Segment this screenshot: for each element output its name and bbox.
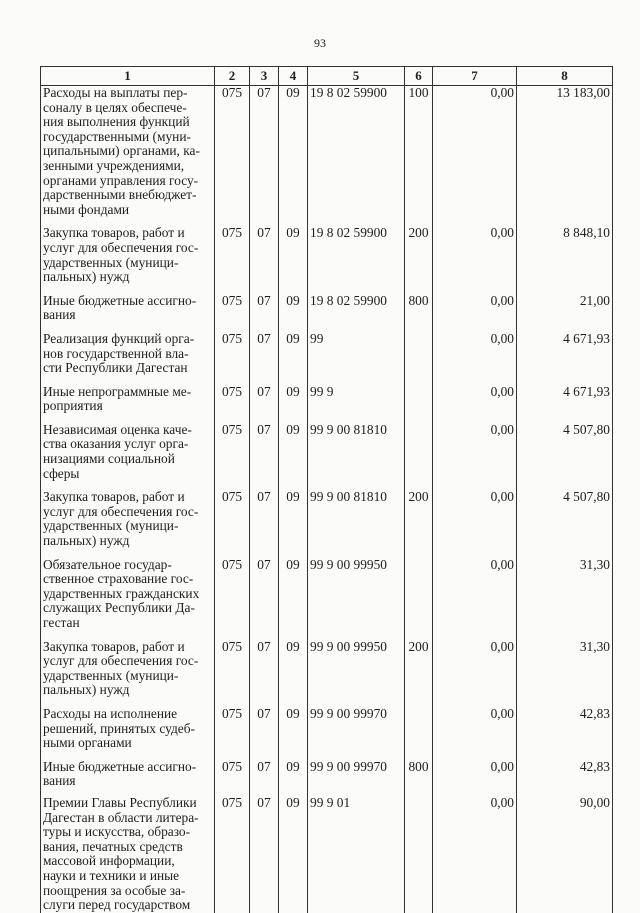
subsection-cell: 09	[279, 796, 308, 913]
admin-code-cell: 075	[215, 640, 250, 707]
row-name-cell: Обязательное государ- ственное страхование гос- ударственных гражданских служащих Республики Да- гестан	[41, 558, 215, 640]
admin-code-cell: 075	[215, 385, 250, 423]
amount-col7-cell: 0,00	[433, 86, 517, 227]
admin-code-cell: 075	[215, 226, 250, 293]
target-article-cell: 99	[308, 332, 405, 385]
amount-col7-cell: 0,00	[433, 423, 517, 490]
amount-col8-cell: 13 183,00	[517, 86, 613, 227]
amount-col8-cell: 4 671,93	[517, 385, 613, 423]
subsection-cell: 09	[279, 707, 308, 760]
target-article-cell: 99 9 00 99970	[308, 707, 405, 760]
expense-type-cell	[405, 796, 433, 913]
section-cell: 07	[250, 558, 279, 640]
amount-col7-cell: 0,00	[433, 385, 517, 423]
subsection-cell: 09	[279, 226, 308, 293]
table-row	[41, 707, 613, 760]
amount-col7-cell: 0,00	[433, 640, 517, 707]
row-name-cell: Реализация функций орга- нов государственной вла- сти Республики Дагестан	[41, 332, 215, 385]
table-row	[41, 226, 613, 293]
amount-col8-cell: 4 507,80	[517, 490, 613, 557]
table-row	[41, 86, 613, 227]
subsection-cell: 09	[279, 86, 308, 227]
row-name-cell: Иные бюджетные ассигно- вания	[41, 294, 215, 332]
subsection-cell: 09	[279, 490, 308, 557]
admin-code-cell: 075	[215, 760, 250, 796]
target-article-cell: 19 8 02 59900	[308, 294, 405, 332]
header-cell: 2	[215, 67, 250, 86]
amount-col8-cell: 8 848,10	[517, 226, 613, 293]
table-row	[41, 558, 613, 640]
subsection-cell: 09	[279, 423, 308, 490]
budget-table	[40, 66, 613, 913]
row-name-cell: Закупка товаров, работ и услуг для обеспечения гос- ударственных (муници- пальных) нужд	[41, 640, 215, 707]
subsection-cell: 09	[279, 760, 308, 796]
admin-code-cell: 075	[215, 86, 250, 227]
target-article-cell: 99 9 00 81810	[308, 423, 405, 490]
row-name-cell: Премии Главы Республики Дагестан в области литера- туры и искусства, образо- вания, печатных средств массовой информации, науки и техники и иные поощрения за особые за- слуги перед государством	[41, 796, 215, 913]
expense-type-cell	[405, 707, 433, 760]
admin-code-cell: 075	[215, 796, 250, 913]
table-row	[41, 294, 613, 332]
target-article-cell: 19 8 02 59900	[308, 226, 405, 293]
header-cell: 3	[250, 67, 279, 86]
amount-col7-cell: 0,00	[433, 707, 517, 760]
amount-col7-cell: 0,00	[433, 226, 517, 293]
section-cell: 07	[250, 86, 279, 227]
section-cell: 07	[250, 640, 279, 707]
subsection-cell: 09	[279, 332, 308, 385]
row-name-cell: Иные бюджетные ассигно- вания	[41, 760, 215, 796]
expense-type-cell: 800	[405, 294, 433, 332]
admin-code-cell: 075	[215, 332, 250, 385]
amount-col8-cell: 42,83	[517, 760, 613, 796]
subsection-cell: 09	[279, 385, 308, 423]
header-cell: 8	[517, 67, 613, 86]
row-name-cell: Иные непрограммные ме- роприятия	[41, 385, 215, 423]
header-cell: 6	[405, 67, 433, 86]
section-cell: 07	[250, 796, 279, 913]
amount-col8-cell: 31,30	[517, 558, 613, 640]
expense-type-cell	[405, 385, 433, 423]
amount-col7-cell: 0,00	[433, 796, 517, 913]
amount-col8-cell: 4 507,80	[517, 423, 613, 490]
table-row	[41, 332, 613, 385]
page-number: 93	[314, 36, 326, 50]
section-cell: 07	[250, 385, 279, 423]
table-row	[41, 796, 613, 913]
target-article-cell: 99 9 01	[308, 796, 405, 913]
target-article-cell: 99 9 00 99970	[308, 760, 405, 796]
section-cell: 07	[250, 707, 279, 760]
admin-code-cell: 075	[215, 558, 250, 640]
row-name-cell: Закупка товаров, работ и услуг для обеспечения гос- ударственных (муници- пальных) нужд	[41, 226, 215, 293]
table-row	[41, 760, 613, 796]
target-article-cell: 99 9 00 99950	[308, 640, 405, 707]
table-header-row	[41, 67, 613, 86]
amount-col7-cell: 0,00	[433, 558, 517, 640]
amount-col8-cell: 4 671,93	[517, 332, 613, 385]
section-cell: 07	[250, 760, 279, 796]
expense-type-cell	[405, 332, 433, 385]
row-name-cell: Расходы на исполнение решений, принятых судеб- ными органами	[41, 707, 215, 760]
subsection-cell: 09	[279, 640, 308, 707]
expense-type-cell: 200	[405, 226, 433, 293]
section-cell: 07	[250, 490, 279, 557]
row-name-cell: Независимая оценка каче- ства оказания услуг орга- низациями социальной сферы	[41, 423, 215, 490]
table-row	[41, 423, 613, 490]
expense-type-cell: 200	[405, 640, 433, 707]
amount-col7-cell: 0,00	[433, 332, 517, 385]
row-name-cell: Расходы на выплаты пер- соналу в целях обеспече- ния выполнения функций государственными (муни- ципальными) органами, ка- зенными учреждениями, органами управления госу- дарственными внебюджет- ными фондами	[41, 86, 215, 227]
table-row	[41, 640, 613, 707]
target-article-cell: 99 9 00 99950	[308, 558, 405, 640]
subsection-cell: 09	[279, 558, 308, 640]
amount-col7-cell: 0,00	[433, 760, 517, 796]
admin-code-cell: 075	[215, 490, 250, 557]
header-cell: 5	[308, 67, 405, 86]
section-cell: 07	[250, 332, 279, 385]
section-cell: 07	[250, 294, 279, 332]
amount-col8-cell: 21,00	[517, 294, 613, 332]
expense-type-cell	[405, 423, 433, 490]
header-cell: 4	[279, 67, 308, 86]
target-article-cell: 19 8 02 59900	[308, 86, 405, 227]
section-cell: 07	[250, 226, 279, 293]
expense-type-cell: 200	[405, 490, 433, 557]
section-cell: 07	[250, 423, 279, 490]
expense-type-cell: 800	[405, 760, 433, 796]
header-cell: 7	[433, 67, 517, 86]
admin-code-cell: 075	[215, 294, 250, 332]
admin-code-cell: 075	[215, 423, 250, 490]
amount-col8-cell: 31,30	[517, 640, 613, 707]
target-article-cell: 99 9	[308, 385, 405, 423]
subsection-cell: 09	[279, 294, 308, 332]
amount-col8-cell: 90,00	[517, 796, 613, 913]
expense-type-cell	[405, 558, 433, 640]
table-row	[41, 490, 613, 557]
header-cell: 1	[41, 67, 215, 86]
table-row	[41, 385, 613, 423]
expense-type-cell: 100	[405, 86, 433, 227]
amount-col7-cell: 0,00	[433, 490, 517, 557]
amount-col7-cell: 0,00	[433, 294, 517, 332]
admin-code-cell: 075	[215, 707, 250, 760]
target-article-cell: 99 9 00 81810	[308, 490, 405, 557]
amount-col8-cell: 42,83	[517, 707, 613, 760]
row-name-cell: Закупка товаров, работ и услуг для обеспечения гос- ударственных (муници- пальных) нужд	[41, 490, 215, 557]
